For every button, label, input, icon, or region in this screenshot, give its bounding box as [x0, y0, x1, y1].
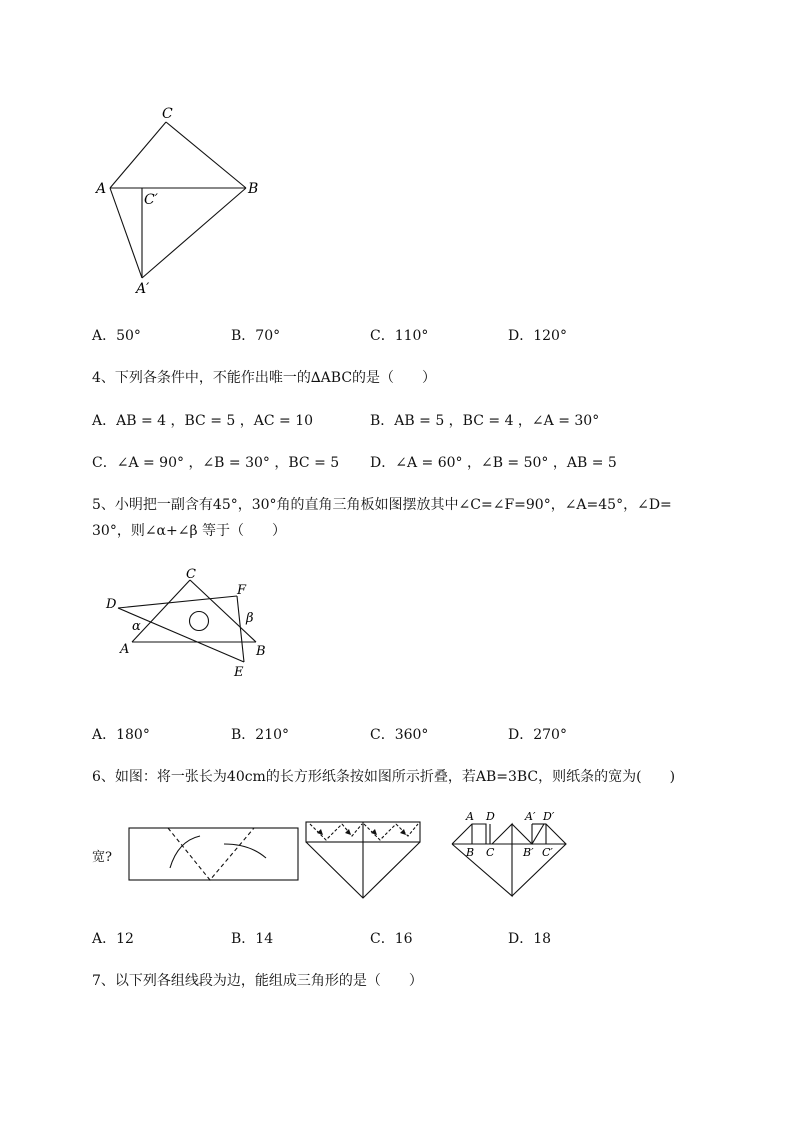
fold-dash-3 — [364, 824, 396, 840]
label-alpha: α — [132, 619, 141, 634]
segment-cb — [166, 122, 246, 188]
width-question-label: 宽? — [92, 850, 112, 865]
label-a-prime: A′ — [136, 281, 150, 297]
q5-option-b[interactable]: B．210° — [231, 727, 290, 743]
q3-option-d[interactable]: D．120° — [508, 328, 567, 344]
q4-option-d[interactable]: D．∠A = 60° ，∠B = 50° ，AB = 5 — [370, 455, 617, 471]
q4-stem: 4、下列各条件中，不能作出唯一的∆ABC的是（ ） — [92, 370, 437, 386]
figure-paper-folding — [120, 806, 600, 906]
label-a: A — [120, 642, 130, 657]
heart-left-outline — [452, 824, 512, 896]
fold-dash-4 — [396, 824, 418, 836]
label-b: B — [248, 181, 259, 197]
ruler-hole — [190, 612, 209, 631]
label-c: C — [486, 846, 495, 859]
segment-a-aprime — [110, 188, 142, 278]
label-c: C — [162, 106, 173, 122]
label-c-prime: C′ — [144, 192, 158, 208]
q5-option-d[interactable]: D．270° — [508, 727, 567, 743]
label-c: C — [186, 567, 196, 582]
q6-stem: 6、如图：将一张长为40cm的长方形纸条按如图所示折叠，若AB=3BC，则纸条的宽为( ) — [92, 769, 676, 785]
q6-option-b[interactable]: B．14 — [231, 931, 274, 947]
q5-option-c[interactable]: C．360° — [370, 727, 429, 743]
arrow-head-2 — [345, 829, 351, 835]
q3-option-b[interactable]: B．70° — [231, 328, 281, 344]
label-d-prime: D′ — [543, 810, 555, 823]
q6-option-a[interactable]: A．12 — [92, 931, 134, 947]
q6-option-c[interactable]: C．16 — [370, 931, 413, 947]
figure-triangle-rulers — [100, 562, 280, 682]
label-a: A — [96, 181, 107, 197]
label-d: D — [486, 810, 495, 823]
label-b-prime: B′ — [523, 846, 534, 859]
fold-dashed-v — [168, 828, 254, 880]
label-a-prime: A′ — [525, 810, 536, 823]
arrow-head-4 — [400, 829, 406, 835]
q4-option-b[interactable]: B．AB = 5 ，BC = 4 ，∠A = 30° — [370, 413, 600, 429]
q4-option-a[interactable]: A．AB = 4 ，BC = 5 ，AC = 10 — [92, 413, 314, 429]
label-c-prime: C′ — [542, 846, 553, 859]
q5-stem-line1: 5、小明把一副含有45°，30°角的直角三角板如图摆放其中∠C=∠F=90°，∠A=45°，∠D= — [92, 497, 672, 513]
q6-option-d[interactable]: D．18 — [508, 931, 552, 947]
label-b: B — [466, 846, 475, 859]
q7-stem: 7、以下列各组线段为边，能组成三角形的是（ ） — [92, 973, 423, 989]
label-e: E — [234, 665, 244, 680]
q5-stem-line2: 30°，则∠α+∠β 等于（ ） — [92, 523, 287, 539]
ruler2-side-de — [118, 608, 244, 662]
label-d: D — [106, 597, 117, 612]
heart-right-outline — [512, 824, 566, 896]
ruler2-side-df — [118, 596, 237, 608]
fold-dash-1 — [310, 824, 342, 840]
q3-option-a[interactable]: A．50° — [92, 328, 141, 344]
fold-dash-2 — [342, 824, 362, 836]
q3-option-c[interactable]: C．110° — [370, 328, 429, 344]
label-beta: β — [246, 611, 254, 626]
label-b: B — [256, 644, 266, 659]
segment-ca — [110, 122, 166, 188]
q4-option-c[interactable]: C．∠A = 90° ，∠B = 30° ，BC = 5 — [92, 455, 340, 471]
q5-option-a[interactable]: A．180° — [92, 727, 150, 743]
label-a: A — [466, 810, 474, 823]
label-f: F — [237, 583, 247, 598]
strip-rectangle — [129, 828, 298, 880]
figure-triangle-fold — [90, 100, 280, 300]
fold-arrow-left — [170, 836, 200, 868]
